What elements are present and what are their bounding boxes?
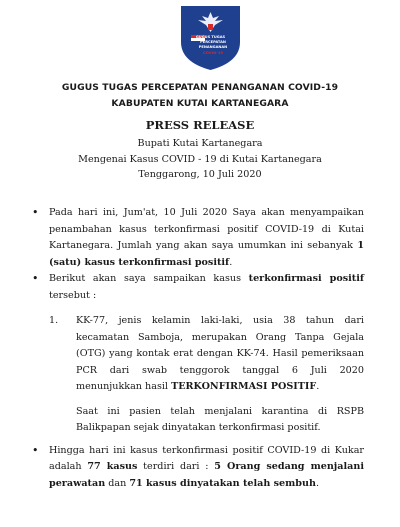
quarantine-note: Saat ini pasien telah menjalani karantina di RSPB Balikpapan sejak dinyatakan terkonfirmasi positif. (76, 405, 364, 433)
bullet-paragraph-1: • Pada hari ini, Jum'at, 10 Juli 2020 Saya akan menyampaikan penambahan kasus terkonfirmasi positif COVID-19 di Kutai Kartanegara. Jumlah yang akan saya umumkan ini sebanyak 1 (satu) kasus terkonfirmasi positif. (32, 206, 364, 268)
org-line-2: KABUPATEN KUTAI KARTANEGARA (111, 98, 289, 109)
organization-heading (0, 80, 400, 112)
svg-text:COVID-19: COVID-19 (202, 50, 224, 55)
bullet-icon: • (32, 206, 39, 219)
bullet-icon: • (32, 443, 39, 457)
case-item-1: 1. KK-77, jenis kelamin laki-laki, usia 38 tahun dari kecamatan Samboja, merupakan Orang Tanpa Gejala (OTG) yang kontak erat dengan KK-74. Hasil pemeriksaan PCR dari swab tenggorok tanggal 6 Juli 2020 menunjukkan hasil TERKONFIRMASI POSITIF. (49, 315, 364, 392)
svg-text:PERCEPATAN: PERCEPATAN (200, 40, 226, 44)
org-line-1: GUGUS TUGAS PERCEPATAN PENANGANAN COVID-19 (61, 82, 339, 93)
svg-text:GUGUS TUGAS: GUGUS TUGAS (195, 35, 226, 39)
bullet-paragraph-2: • Berikut akan saya sampaikan kasus terkonfirmasi positif tersebut : (32, 272, 364, 301)
subtitle-date: Tenggarong, 10 Juli 2020 (138, 169, 262, 180)
bullet-icon: • (32, 272, 39, 285)
subtitle-line-2: Mengenai Kasus COVID - 19 di Kutai Kartanegara (78, 153, 322, 165)
covid-task-force-logo (173, 2, 248, 72)
subtitle-line-1: Bupati Kutai Kartanegara (137, 138, 263, 149)
subtitle-block (0, 136, 400, 183)
bullet-paragraph-3: • Hingga hari ini kasus terkonfirmasi positif COVID-19 di Kukar adalah 77 kasus terdiri dari : 5 Orang sedang menjalani perawatan dan 71 kasus dinyatakan telah sembuh. (32, 443, 364, 489)
press-release-title: PRESS RELEASE (145, 118, 255, 132)
item-number: 1. (49, 315, 59, 326)
svg-text:PENANGANAN: PENANGANAN (198, 45, 228, 49)
release-body (32, 205, 364, 492)
